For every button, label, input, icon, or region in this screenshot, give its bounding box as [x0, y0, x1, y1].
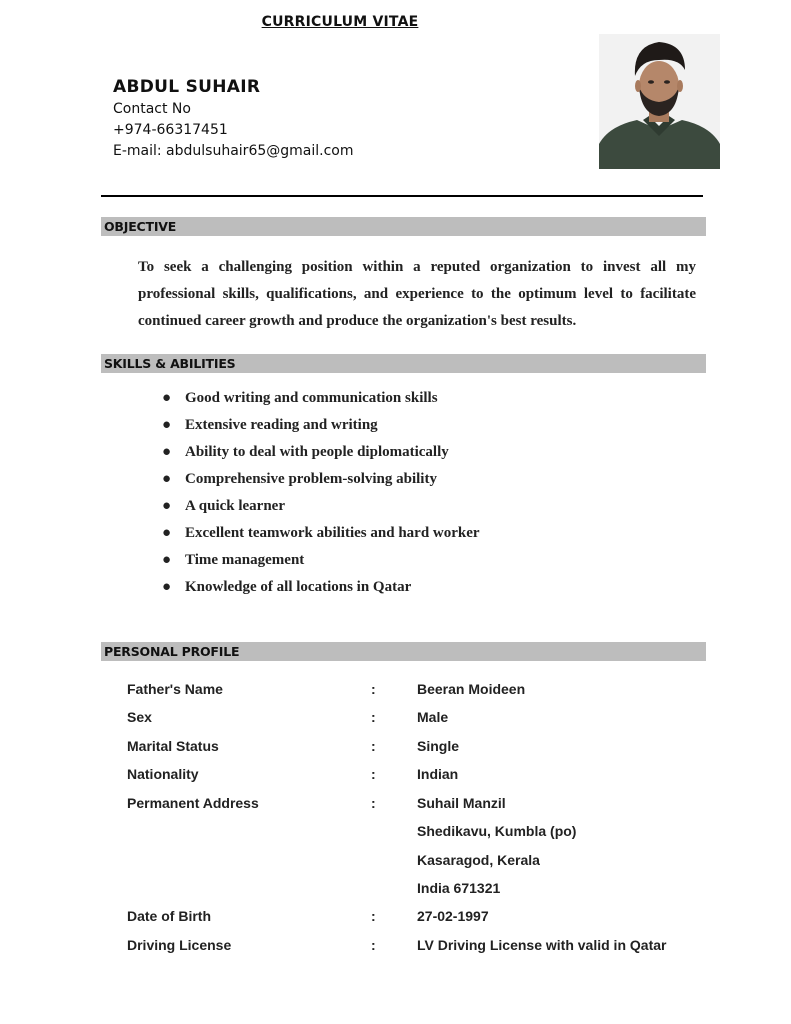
- profile-value-driving-license: LV Driving License with valid in Qatar: [417, 937, 667, 953]
- document-title: CURRICULUM VITAE: [261, 14, 419, 30]
- profile-value-fathers-name: Beeran Moideen: [417, 681, 526, 697]
- skill-text: Excellent teamwork abilities and hard worker: [185, 525, 480, 541]
- bullet-icon: ●: [162, 417, 172, 433]
- bullet-icon: ●: [162, 552, 172, 568]
- bullet-icon: ●: [162, 525, 172, 541]
- profile-separator: :: [371, 738, 376, 754]
- profile-label-nationality: Nationality: [127, 766, 199, 782]
- bullet-icon: ●: [162, 498, 172, 514]
- profile-value-address-line-1: Suhail Manzil: [417, 795, 506, 811]
- objective-heading-bar: [101, 217, 706, 236]
- profile-separator: :: [371, 681, 376, 697]
- profile-label-sex: Sex: [127, 709, 152, 725]
- profile-label-driving-license: Driving License: [127, 937, 232, 953]
- profile-photo: [599, 34, 720, 169]
- contact-label: Contact No: [113, 101, 191, 117]
- profile-value-sex: Male: [417, 709, 449, 725]
- header-divider: [101, 195, 703, 197]
- skill-text: Knowledge of all locations in Qatar: [185, 579, 412, 595]
- skill-text: A quick learner: [185, 498, 285, 514]
- skill-text: Comprehensive problem-solving ability: [185, 471, 437, 487]
- skills-heading: SKILLS & ABILITIES: [104, 356, 236, 371]
- skill-text: Extensive reading and writing: [185, 417, 378, 433]
- personal-profile-heading: PERSONAL PROFILE: [104, 644, 240, 659]
- profile-value-address-line-4: India 671321: [417, 880, 501, 896]
- personal-profile-heading-bar: [101, 642, 706, 661]
- objective-text: To seek a challenging position within a reputed organization to invest all my professional skills, qualifications, and experience to the optimum level to facilitate continued career growth and produce the organization's best results.: [138, 259, 696, 329]
- contact-email: E-mail: abdulsuhair65@gmail.com: [113, 143, 354, 159]
- profile-value-address-line-3: Kasaragod, Kerala: [417, 852, 540, 868]
- profile-separator: :: [371, 766, 376, 782]
- profile-value-date-of-birth: 27-02-1997: [417, 908, 489, 924]
- profile-value-address-line-2: Shedikavu, Kumbla (po): [417, 823, 577, 839]
- profile-separator: :: [371, 795, 376, 811]
- profile-label-marital-status: Marital Status: [127, 738, 219, 754]
- skill-text: Time management: [185, 552, 305, 568]
- profile-photo-illustration: [599, 34, 720, 169]
- profile-label-date-of-birth: Date of Birth: [127, 908, 211, 924]
- bullet-icon: ●: [162, 579, 172, 595]
- contact-phone: +974-66317451: [113, 122, 228, 138]
- profile-label-permanent-address: Permanent Address: [127, 795, 259, 811]
- objective-heading: OBJECTIVE: [104, 219, 177, 234]
- skills-heading-bar: [101, 354, 706, 373]
- bullet-icon: ●: [162, 471, 172, 487]
- profile-value-marital-status: Single: [417, 738, 460, 754]
- skill-text: Good writing and communication skills: [185, 390, 438, 406]
- profile-value-nationality: Indian: [417, 766, 459, 782]
- profile-separator: :: [371, 908, 376, 924]
- candidate-name: ABDUL SUHAIR: [113, 77, 261, 97]
- profile-separator: :: [371, 709, 376, 725]
- profile-separator: :: [371, 937, 376, 953]
- bullet-icon: ●: [162, 390, 172, 406]
- bullet-icon: ●: [162, 444, 172, 460]
- skill-text: Ability to deal with people diplomatically: [185, 444, 449, 460]
- profile-label-fathers-name: Father's Name: [127, 681, 223, 697]
